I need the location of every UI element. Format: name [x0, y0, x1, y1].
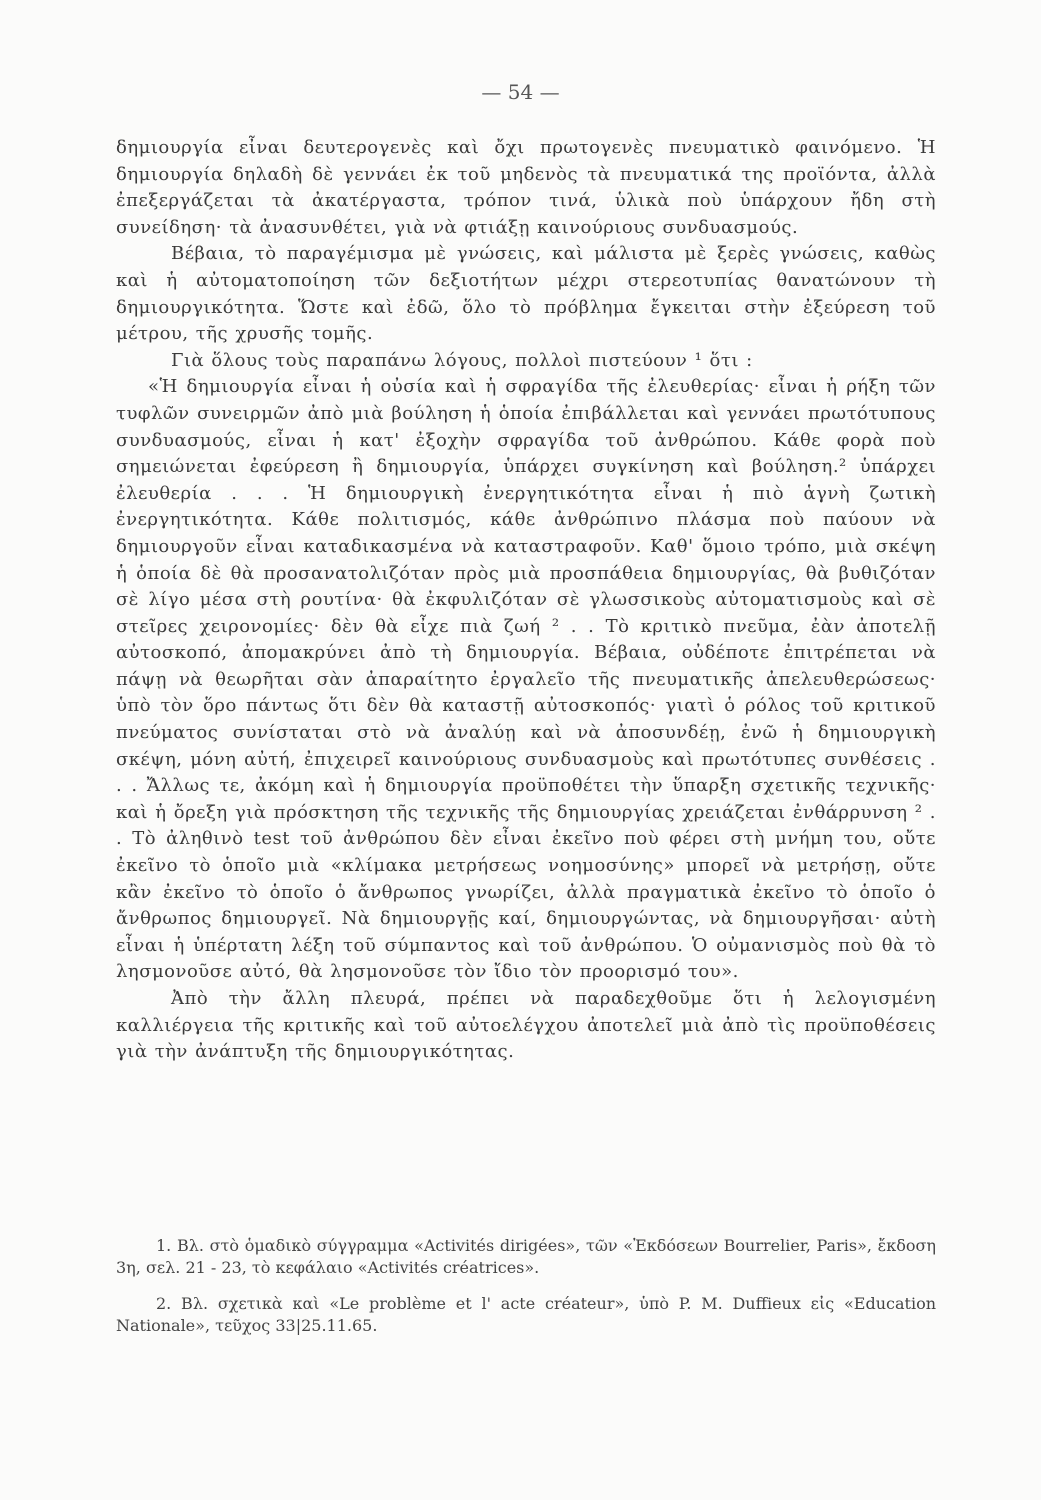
footnote: 1. Βλ. στὸ ὁμαδικὸ σύγγραμμα «Activités dirigées», τῶν «Ἐκδόσεων Bourrelier, Paris», ἔκδοση 3η, σελ. 21 - 23, τὸ κεφάλαιο «Activités créatrices». [116, 1236, 936, 1277]
footnotes [116, 1235, 936, 1351]
paragraph: Βέβαια, τὸ παραγέμισμα μὲ γνώσεις, καὶ μάλιστα μὲ ξερὲς γνώσεις, καθὼς καὶ ἡ αὐτοματοποίηση τῶν δεξιοτήτων μέχρι στερεοτυπίας θανατώνουν τὴ δημιουργικότητα. Ὥστε καὶ ἐδῶ, ὅλο τὸ πρόβλημα ἔγκειται στὴν ἐξεύρεση τοῦ μέτρου, τῆς χρυσῆς τομῆς. [116, 243, 936, 345]
paragraph: Γιὰ ὅλους τοὺς παραπάνω λόγους, πολλοὶ πιστεύουν ¹ ὅτι : [171, 349, 753, 371]
paragraph: Ἀπὸ τὴν ἄλλη πλευρά, πρέπει νὰ παραδεχθοῦμε ὅτι ἡ λελογισμένη καλλιέργεια τῆς κριτικῆς καὶ τοῦ αὐτοελέγχου ἀποτελεῖ μιὰ ἀπὸ τὶς προϋποθέσεις γιὰ τὴν ἀνάπτυξη τῆς δημιουργικότητας. [116, 988, 936, 1063]
paragraph: δημιουργία εἶναι δευτερογενὲς καὶ ὄχι πρωτογενὲς πνευματικὸ φαινόμενο. Ἡ δημιουργία δηλαδὴ δὲ γεννάει ἐκ τοῦ μηδενὸς τὰ πνευματικά της προϊόντα, ἀλλὰ ἐπεξεργάζεται τὰ ἀκατέργαστα, τρόπον τινά, ὑλικὰ ποὺ ὑπάρχουν ἤδη στὴ συνείδηση· τὰ ἀνασυνθέτει, γιὰ νὰ φτιάξῃ καινούριους συνδυασμούς. [116, 137, 936, 238]
footnote: 2. Βλ. σχετικὰ καὶ «Le problème et l' acte créateur», ὑπὸ P. M. Duffieux εἰς «Education Nationale», τεῦχος 33|25.11.65. [116, 1294, 936, 1335]
quotation-paragraph: «Ἡ δημιουργία εἶναι ἡ οὐσία καὶ ἡ σφραγίδα τῆς ἐλευθερίας· εἶναι ἡ ρήξη τῶν τυφλῶν συνειρμῶν ἀπὸ μιὰ βούληση ἡ ὁποία ἐπιβάλλεται καὶ γεννάει πρωτότυπους συνδυασμούς, εἶναι ἡ κατ' ἐξοχὴν σφραγίδα τοῦ ἀνθρώπου. Κάθε φορὰ ποὺ σημειώνεται ἐφεύρεση ἢ δημιουργία, ὑπάρχει συγκίνηση καὶ βούληση.² ὑπάρχει ἐλευθερία . . . Ἡ δημιουργικὴ ἐνεργητικότητα εἶναι ἡ πιὸ ἁγνὴ ζωτικὴ ἐνεργητικότητα. Κάθε πολιτισμός, κάθε ἀνθρώπινο πλάσμα ποὺ παύουν νὰ δημιουργοῦν εἶναι καταδικασμένα νὰ καταστραφοῦν. Καθ' ὅμοιο τρόπο, μιὰ σκέψη ἡ ὁποία δὲ θὰ προσανατολιζόταν πρὸς μιὰ προσπάθεια δημιουργίας, θὰ βυθιζόταν σὲ λίγο μέσα στὴ ρουτίνα· θὰ ἐκφυλιζόταν σὲ γλωσσικοὺς αὐτοματισμοὺς καὶ σὲ στεῖρες χειρονομίες· δὲν θὰ εἶχε πιὰ ζωή ² . . Τὸ κριτικὸ πνεῦμα, ἐὰν ἀποτελῇ αὐτοσκοπό, ἀπομακρύνει ἀπὸ τὴ δημιουργία. Βέβαια, οὐδέποτε ἐπιτρέπεται νὰ πάψῃ νὰ θεωρῆται σὰν ἀπαραίτητο ἐργαλεῖο τῆς πνευματικῆς ἀπελευθερώσεως· ὑπὸ τὸν ὅρο πάντως ὅτι δὲν θὰ καταστῇ αὐτοσκοπός· γιατὶ ὁ ρόλος τοῦ κριτικοῦ πνεύματος συνίσταται στὸ νὰ ἀναλύῃ καὶ νὰ ἀποσυνδέῃ, ἐνῶ ἡ δημιουργικὴ σκέψη, μόνη αὐτή, ἐπιχειρεῖ καινούριους συνδυασμοὺς καὶ πρωτότυπες συνθέσεις . . . Ἄλλως τε, ἀκόμη καὶ ἡ δημιουργία προϋποθέτει τὴν ὕπαρξη σχετικῆς τεχνικῆς· καὶ ἡ ὄρεξη γιὰ πρόσκτηση τῆς τεχνικῆς τῆς δημιουργίας χρειάζεται ἐνθάρρυνση ² . . Τὸ ἀληθινὸ test τοῦ ἀνθρώπου δὲν εἶναι ἐκεῖνο ποὺ φέρει στὴ μνήμη του, οὔτε ἐκεῖνο τὸ ὁποῖο μιὰ «κλίμακα μετρήσεως νοημοσύνης» μπορεῖ νὰ μετρήσῃ, οὔτε κἂν ἐκεῖνο τὸ ὁποῖο ὁ ἄνθρωπος γνωρίζει, ἀλλὰ πραγματικὰ ἐκεῖνο τὸ ὁποῖο ὁ ἄνθρωπος δημιουργεῖ. Νὰ δημιουργῇς καί, δημιουργώντας, νὰ δημιουργῆσαι· αὐτὴ εἶναι ἡ ὑπέρτατη λέξη τοῦ σύμπαντος καὶ τοῦ ἀνθρώπου. Ὁ οὐμανισμὸς ποὺ θὰ τὸ λησμονοῦσε αὐτό, θὰ λησμονοῦσε τὸν ἴδιο τὸν προορισμό του». [116, 376, 936, 983]
page-number: — 54 — [481, 80, 560, 104]
body-text [116, 135, 936, 1066]
